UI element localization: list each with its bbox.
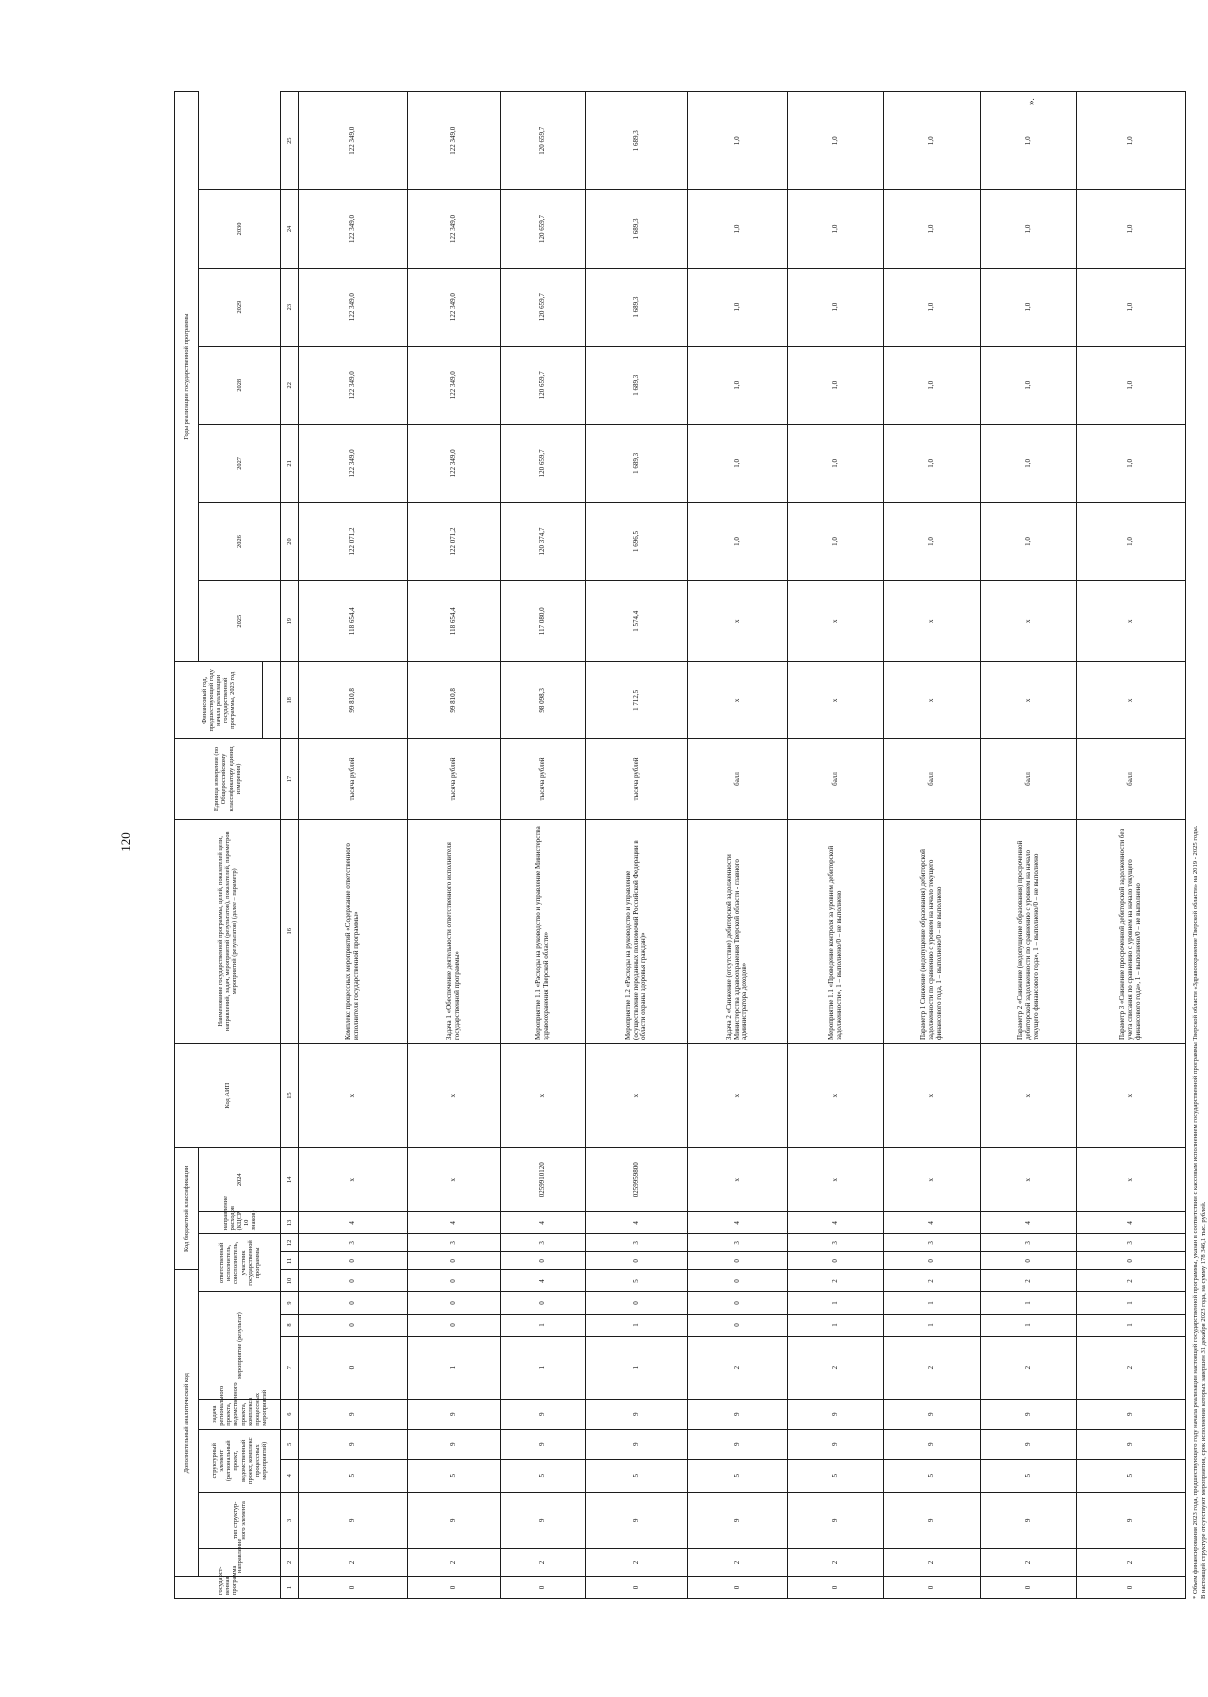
- year-value-cell: 1,0: [1077, 346, 1186, 424]
- fin-year-value-cell: х: [980, 662, 1077, 739]
- code-cell: 9: [299, 1492, 408, 1548]
- table-row: [1077, 92, 1186, 1599]
- year-value-cell: 1,0: [787, 268, 884, 346]
- column-number: 16: [281, 819, 299, 1043]
- aip-code-cell: х: [980, 1044, 1077, 1148]
- header-year: 2029: [199, 268, 281, 346]
- code-cell: 9: [787, 1399, 884, 1429]
- aip-code-cell: х: [688, 1044, 788, 1148]
- year-value-cell: 118 654,4: [299, 581, 408, 662]
- column-number: 2: [281, 1548, 299, 1576]
- aip-code-cell: х: [407, 1044, 501, 1148]
- code-cell: 9: [688, 1492, 788, 1548]
- aip-code-cell: х: [501, 1044, 585, 1148]
- code-cell: 4: [585, 1212, 688, 1234]
- fin-year-value-cell: 99 810,8: [407, 662, 501, 739]
- year-value-cell: 1,0: [884, 92, 981, 190]
- header-year: 2026: [199, 502, 281, 580]
- expense-code-cell: х: [787, 1148, 884, 1212]
- table-row: [501, 92, 585, 1599]
- code-cell: 9: [884, 1429, 981, 1459]
- code-cell: 5: [980, 1459, 1077, 1492]
- unit-cell: балл: [884, 739, 981, 819]
- header-task: задача регионального проекта, ведомственного проекта, комплекса процессных мероприятий: [199, 1399, 281, 1429]
- year-value-cell: х: [884, 581, 981, 662]
- unit-cell: балл: [787, 739, 884, 819]
- table-row: [980, 92, 1077, 1599]
- code-cell: 4: [407, 1212, 501, 1234]
- year-value-cell: 1,0: [980, 92, 1077, 190]
- aip-code-cell: х: [1077, 1044, 1186, 1148]
- code-cell: 9: [407, 1429, 501, 1459]
- code-cell: 0: [585, 1576, 688, 1598]
- code-cell: 2: [585, 1548, 688, 1576]
- year-value-cell: 1 689,3: [585, 346, 688, 424]
- header-years-group: Годы реализации государственной программы: [175, 92, 199, 662]
- code-cell: 2: [1077, 1270, 1186, 1292]
- header-state-program: государст-венная программа: [175, 1576, 281, 1598]
- code-cell: 2: [884, 1270, 981, 1292]
- year-value-cell: 1,0: [1077, 190, 1186, 268]
- code-cell: 5: [688, 1459, 788, 1492]
- year-value-cell: 1 689,3: [585, 268, 688, 346]
- code-cell: 4: [501, 1270, 585, 1292]
- year-value-cell: 1,0: [688, 346, 788, 424]
- year-value-cell: 1,0: [1077, 268, 1186, 346]
- column-number: 1: [281, 1576, 299, 1598]
- code-cell: 9: [688, 1399, 788, 1429]
- fin-year-value-cell: х: [884, 662, 981, 739]
- code-cell: 2: [688, 1336, 788, 1399]
- year-value-cell: 1 689,3: [585, 424, 688, 502]
- year-value-cell: 122 349,0: [299, 268, 408, 346]
- code-cell: 0: [407, 1292, 501, 1314]
- year-value-cell: 120 659,7: [501, 92, 585, 190]
- code-cell: 9: [980, 1429, 1077, 1459]
- code-cell: 5: [787, 1459, 884, 1492]
- column-number: 22: [281, 346, 299, 424]
- header-year: 2030: [199, 190, 281, 268]
- code-cell: 1: [1077, 1314, 1186, 1336]
- year-value-cell: 117 080,0: [501, 581, 585, 662]
- year-value-cell: 1,0: [884, 346, 981, 424]
- code-cell: 3: [501, 1234, 585, 1252]
- code-cell: 5: [585, 1270, 688, 1292]
- column-number: 8: [281, 1314, 299, 1336]
- year-value-cell: 1,0: [688, 424, 788, 502]
- name-cell: Задача 2 «Снижение (отсутствие) дебиторской задолженности Министерства здравоохранения Тверской области - главного администратора доходов»: [688, 819, 788, 1043]
- header-additional-code: Дополнительный аналитический код: [175, 1270, 199, 1577]
- name-cell: Параметр 2 «Снижение (недопущение образования) просроченной дебиторской задолженности по сравнению с уровнем на начало текущего финансового года», 1 – выполнено/0 – не выполнено: [980, 819, 1077, 1043]
- code-cell: 0: [501, 1576, 585, 1598]
- code-cell: 9: [688, 1429, 788, 1459]
- column-number: 19: [281, 581, 299, 662]
- code-cell: 1: [980, 1292, 1077, 1314]
- code-cell: 0: [299, 1292, 408, 1314]
- year-value-cell: х: [787, 581, 884, 662]
- unit-cell: балл: [1077, 739, 1186, 819]
- code-cell: 3: [407, 1234, 501, 1252]
- year-value-cell: 1 689,3: [585, 92, 688, 190]
- year-value-cell: 122 349,0: [299, 424, 408, 502]
- table-row: [884, 92, 981, 1599]
- header-responsible: ответственный исполнитель, соисполнитель, участник государственной программы: [199, 1234, 281, 1292]
- column-number: 10: [281, 1270, 299, 1292]
- code-cell: 9: [884, 1399, 981, 1429]
- code-cell: 1: [884, 1292, 981, 1314]
- code-cell: 5: [884, 1459, 981, 1492]
- header-fin-year: Финансовый год, предшествующий году начала реализации государственной программы, 2023 год: [175, 662, 263, 739]
- page-number: 120: [118, 832, 133, 852]
- code-cell: 0: [501, 1292, 585, 1314]
- year-value-cell: 122 349,0: [407, 424, 501, 502]
- code-cell: 2: [787, 1336, 884, 1399]
- code-cell: 0: [585, 1252, 688, 1270]
- code-cell: 0: [688, 1576, 788, 1598]
- year-value-cell: 118 654,4: [407, 581, 501, 662]
- name-cell: Мероприятие 1.2 «Расходы на руководство и управление (осуществление переданных полномочий Российской Федерации в области охраны здоровья граждан)»: [585, 819, 688, 1043]
- code-cell: 9: [585, 1399, 688, 1429]
- year-value-cell: 120 659,7: [501, 268, 585, 346]
- aip-code-cell: х: [884, 1044, 981, 1148]
- code-cell: 9: [787, 1429, 884, 1459]
- year-value-cell: 1,0: [787, 92, 884, 190]
- fin-year-value-cell: х: [787, 662, 884, 739]
- column-number: 7: [281, 1336, 299, 1399]
- fin-year-value-cell: х: [1077, 662, 1186, 739]
- year-value-cell: 122 349,0: [407, 92, 501, 190]
- name-cell: Задача 1 «Обеспечение деятельности ответственного исполнителя государственной программы»: [407, 819, 501, 1043]
- header-structural-type: тип структур-ного элемента: [199, 1492, 281, 1548]
- code-cell: 1: [585, 1336, 688, 1399]
- code-cell: 5: [585, 1459, 688, 1492]
- code-cell: 1: [787, 1314, 884, 1336]
- unit-cell: тысяча рублей: [407, 739, 501, 819]
- code-cell: 1: [501, 1336, 585, 1399]
- year-value-cell: 1,0: [688, 190, 788, 268]
- code-cell: 4: [980, 1212, 1077, 1234]
- code-cell: 1: [980, 1314, 1077, 1336]
- code-cell: 3: [884, 1234, 981, 1252]
- code-cell: 9: [407, 1492, 501, 1548]
- footnote-line: В настоящей структуре отсутствуют мероприятия, срок исполнения которых завершен 31 декабря 2023 года, на сумму 178 346,1 тыс. рублей.: [1200, 1201, 1208, 1599]
- header-year: 2025: [199, 581, 281, 662]
- name-cell: Мероприятие 1.1 «Проведение контроля за уровнем дебиторской задолженности», 1 – выполнено/0 – не выполнено: [787, 819, 884, 1043]
- code-cell: 0: [407, 1314, 501, 1336]
- unit-cell: балл: [980, 739, 1077, 819]
- table-row: [688, 92, 788, 1599]
- header-year: 2028: [199, 346, 281, 424]
- code-cell: 4: [787, 1212, 884, 1234]
- code-cell: 3: [585, 1234, 688, 1252]
- code-cell: 2: [980, 1336, 1077, 1399]
- code-cell: 9: [980, 1492, 1077, 1548]
- header-year: 2027: [199, 424, 281, 502]
- column-number: 9: [281, 1292, 299, 1314]
- year-value-cell: 1,0: [787, 346, 884, 424]
- header-event: мероприятие (результат): [199, 1292, 281, 1399]
- code-cell: 1: [1077, 1292, 1186, 1314]
- year-value-cell: 122 349,0: [299, 190, 408, 268]
- table-row: [787, 92, 884, 1599]
- name-cell: Комплекс процессных мероприятий «Содержание ответственного исполнителя государственной программы»: [299, 819, 408, 1043]
- column-number: 17: [281, 739, 299, 819]
- year-value-cell: 1,0: [1077, 92, 1186, 190]
- expense-code-cell: х: [980, 1148, 1077, 1212]
- code-cell: 0: [501, 1252, 585, 1270]
- code-cell: 2: [1077, 1548, 1186, 1576]
- code-cell: 0: [585, 1292, 688, 1314]
- year-value-cell: 120 659,7: [501, 346, 585, 424]
- code-cell: 4: [501, 1212, 585, 1234]
- year-value-cell: 1,0: [980, 424, 1077, 502]
- year-value-cell: 1,0: [980, 268, 1077, 346]
- code-cell: 9: [501, 1429, 585, 1459]
- aip-code-cell: х: [299, 1044, 408, 1148]
- code-cell: 9: [787, 1492, 884, 1548]
- code-cell: 2: [980, 1270, 1077, 1292]
- code-cell: 0: [407, 1270, 501, 1292]
- code-cell: 2: [884, 1548, 981, 1576]
- code-cell: 3: [299, 1234, 408, 1252]
- code-cell: 0: [299, 1270, 408, 1292]
- column-number: 4: [281, 1459, 299, 1492]
- code-cell: 0: [407, 1576, 501, 1598]
- code-cell: 9: [299, 1429, 408, 1459]
- year-value-cell: 122 349,0: [407, 346, 501, 424]
- year-value-cell: 1,0: [787, 190, 884, 268]
- year-value-cell: 1,0: [884, 190, 981, 268]
- footnote: [1192, 99, 1208, 1599]
- aip-code-cell: х: [787, 1044, 884, 1148]
- footnote-line: * Объем финансирования 2023 года, предшествующего году начала реализации настоящей государственной программы, указан в соответствии с кассовым исполнением государственной программы Тверской области «Здравоохранение Тверской области» на 2019 - 2025 годы.: [1192, 825, 1199, 1599]
- expense-code-cell: 0259910120: [501, 1148, 585, 1212]
- column-number: 11: [281, 1252, 299, 1270]
- year-value-cell: 122 349,0: [299, 346, 408, 424]
- column-number: 14: [281, 1148, 299, 1212]
- column-number: 3: [281, 1492, 299, 1548]
- code-cell: 0: [299, 1336, 408, 1399]
- year-value-cell: 1,0: [688, 502, 788, 580]
- expense-code-cell: 0259959800: [585, 1148, 688, 1212]
- unit-cell: тысяча рублей: [585, 739, 688, 819]
- column-number: 25: [281, 92, 299, 190]
- expense-code-cell: х: [884, 1148, 981, 1212]
- header-fin-year-spacer: [263, 662, 281, 739]
- code-cell: 2: [407, 1548, 501, 1576]
- code-cell: 0: [688, 1270, 788, 1292]
- code-cell: 0: [299, 1314, 408, 1336]
- code-cell: 3: [787, 1234, 884, 1252]
- code-cell: 0: [299, 1252, 408, 1270]
- header-expense-direction: направление расходов (КЦСР 10 знаков): [199, 1212, 281, 1234]
- code-cell: 0: [688, 1292, 788, 1314]
- header-unit: Единица измерения (по Общероссийскому классификатору единиц измерения): [175, 739, 281, 819]
- year-value-cell: 1,0: [688, 268, 788, 346]
- unit-cell: тысяча рублей: [501, 739, 585, 819]
- aip-code-cell: х: [585, 1044, 688, 1148]
- header-year: 2024: [199, 1148, 281, 1212]
- column-number: 13: [281, 1212, 299, 1234]
- code-cell: 1: [407, 1336, 501, 1399]
- code-cell: 3: [1077, 1234, 1186, 1252]
- code-cell: 0: [1077, 1252, 1186, 1270]
- year-value-cell: х: [688, 581, 788, 662]
- year-value-cell: 1 689,3: [585, 190, 688, 268]
- expense-code-cell: х: [407, 1148, 501, 1212]
- code-cell: 0: [787, 1576, 884, 1598]
- expense-code-cell: х: [299, 1148, 408, 1212]
- code-cell: 2: [884, 1336, 981, 1399]
- header-structural-element: структурный элемент (региональный проект, ведомственный проект, комплекс процессных мероприятий): [199, 1429, 281, 1492]
- code-cell: 9: [501, 1492, 585, 1548]
- code-cell: 4: [884, 1212, 981, 1234]
- expense-code-cell: х: [688, 1148, 788, 1212]
- unit-cell: тысяча рублей: [299, 739, 408, 819]
- code-cell: 0: [884, 1576, 981, 1598]
- column-number: 24: [281, 190, 299, 268]
- code-cell: 5: [407, 1459, 501, 1492]
- table-row: [585, 92, 688, 1599]
- code-cell: 9: [585, 1429, 688, 1459]
- code-cell: 4: [688, 1212, 788, 1234]
- code-cell: 9: [407, 1399, 501, 1429]
- column-number: 21: [281, 424, 299, 502]
- column-number: 15: [281, 1044, 299, 1148]
- code-cell: 5: [299, 1459, 408, 1492]
- code-cell: 2: [688, 1548, 788, 1576]
- fin-year-value-cell: х: [688, 662, 788, 739]
- header-name: Наименование государственной программы, целей, показателей цели, направлений, задач, мероприятий (результатов), показателей, параметров мероприятий (результатов) (далее – параметр): [175, 819, 281, 1043]
- column-number: 18: [281, 662, 299, 739]
- unit-cell: балл: [688, 739, 788, 819]
- code-cell: 2: [787, 1270, 884, 1292]
- code-cell: 5: [501, 1459, 585, 1492]
- code-cell: 0: [980, 1252, 1077, 1270]
- year-value-cell: 1,0: [980, 190, 1077, 268]
- code-cell: 0: [787, 1252, 884, 1270]
- code-cell: 9: [585, 1492, 688, 1548]
- code-cell: 3: [980, 1234, 1077, 1252]
- code-cell: 9: [1077, 1399, 1186, 1429]
- code-cell: 9: [884, 1492, 981, 1548]
- column-number: 5: [281, 1429, 299, 1459]
- code-cell: 2: [501, 1548, 585, 1576]
- year-value-cell: 120 659,7: [501, 424, 585, 502]
- code-cell: 1: [501, 1314, 585, 1336]
- expense-code-cell: х: [1077, 1148, 1186, 1212]
- year-value-cell: 122 349,0: [407, 268, 501, 346]
- program-structure-table: [174, 91, 1186, 1599]
- code-cell: 9: [980, 1399, 1077, 1429]
- name-cell: Мероприятие 1.1 «Расходы на руководство и управление Министерства здравоохранения Тверской области»: [501, 819, 585, 1043]
- year-value-cell: 1,0: [1077, 424, 1186, 502]
- fin-year-value-cell: 1 712,5: [585, 662, 688, 739]
- closing-quote-mark: ».: [1026, 98, 1036, 105]
- code-cell: 4: [1077, 1212, 1186, 1234]
- code-cell: 9: [299, 1399, 408, 1429]
- column-number: 6: [281, 1399, 299, 1429]
- name-cell: Параметр 3 «Снижение просроченной дебиторской задолженности без учета списания по сравнению с уровнем на начало текущего финансового года», 1 – выполнено/0 – не выполнено: [1077, 819, 1186, 1043]
- year-value-cell: 1,0: [884, 424, 981, 502]
- year-value-cell: 1,0: [884, 502, 981, 580]
- code-cell: 0: [407, 1252, 501, 1270]
- year-value-cell: 122 349,0: [299, 92, 408, 190]
- code-cell: 9: [1077, 1492, 1186, 1548]
- code-cell: 0: [688, 1314, 788, 1336]
- code-cell: 0: [884, 1252, 981, 1270]
- year-value-cell: 1,0: [980, 346, 1077, 424]
- year-value-cell: 1,0: [884, 268, 981, 346]
- year-value-cell: 1,0: [787, 502, 884, 580]
- header-budget-code: Код бюджетной классификации: [175, 1148, 199, 1270]
- header-aip-code: Код АИП: [175, 1044, 281, 1148]
- code-cell: 9: [501, 1399, 585, 1429]
- year-value-cell: 120 659,7: [501, 190, 585, 268]
- column-number: 23: [281, 268, 299, 346]
- code-cell: 5: [1077, 1459, 1186, 1492]
- code-cell: 2: [1077, 1336, 1186, 1399]
- code-cell: 2: [980, 1548, 1077, 1576]
- year-value-cell: 120 374,7: [501, 502, 585, 580]
- code-cell: 0: [688, 1252, 788, 1270]
- code-cell: 2: [299, 1548, 408, 1576]
- code-cell: 1: [585, 1314, 688, 1336]
- year-value-cell: 1 696,5: [585, 502, 688, 580]
- name-cell: Параметр 1 Снижение (недопущение образования) дебиторской задолженности по сравнению с уровнем на начало текущего финансового года, 1 – выполнено/0 – не выполнено: [884, 819, 981, 1043]
- column-number: 12: [281, 1234, 299, 1252]
- code-cell: 2: [787, 1548, 884, 1576]
- year-value-cell: х: [1077, 581, 1186, 662]
- code-cell: 1: [884, 1314, 981, 1336]
- table-row: [407, 92, 501, 1599]
- code-cell: 9: [1077, 1429, 1186, 1459]
- year-value-cell: х: [980, 581, 1077, 662]
- table-row: [299, 92, 408, 1599]
- fin-year-value-cell: 98 098,3: [501, 662, 585, 739]
- year-value-cell: 1,0: [688, 92, 788, 190]
- code-cell: 0: [299, 1576, 408, 1598]
- code-cell: 1: [787, 1292, 884, 1314]
- year-value-cell: 122 071,2: [407, 502, 501, 580]
- year-value-cell: 1,0: [980, 502, 1077, 580]
- year-value-cell: 122 071,2: [299, 502, 408, 580]
- code-cell: 3: [688, 1234, 788, 1252]
- year-value-cell: 1 574,4: [585, 581, 688, 662]
- year-value-cell: 1,0: [1077, 502, 1186, 580]
- year-value-cell: 1,0: [787, 424, 884, 502]
- code-cell: 0: [1077, 1576, 1186, 1598]
- year-value-cell: 122 349,0: [407, 190, 501, 268]
- header-direction: направление: [199, 1548, 281, 1576]
- code-cell: 0: [980, 1576, 1077, 1598]
- code-cell: 4: [299, 1212, 408, 1234]
- column-number: 20: [281, 502, 299, 580]
- fin-year-value-cell: 99 810,8: [299, 662, 408, 739]
